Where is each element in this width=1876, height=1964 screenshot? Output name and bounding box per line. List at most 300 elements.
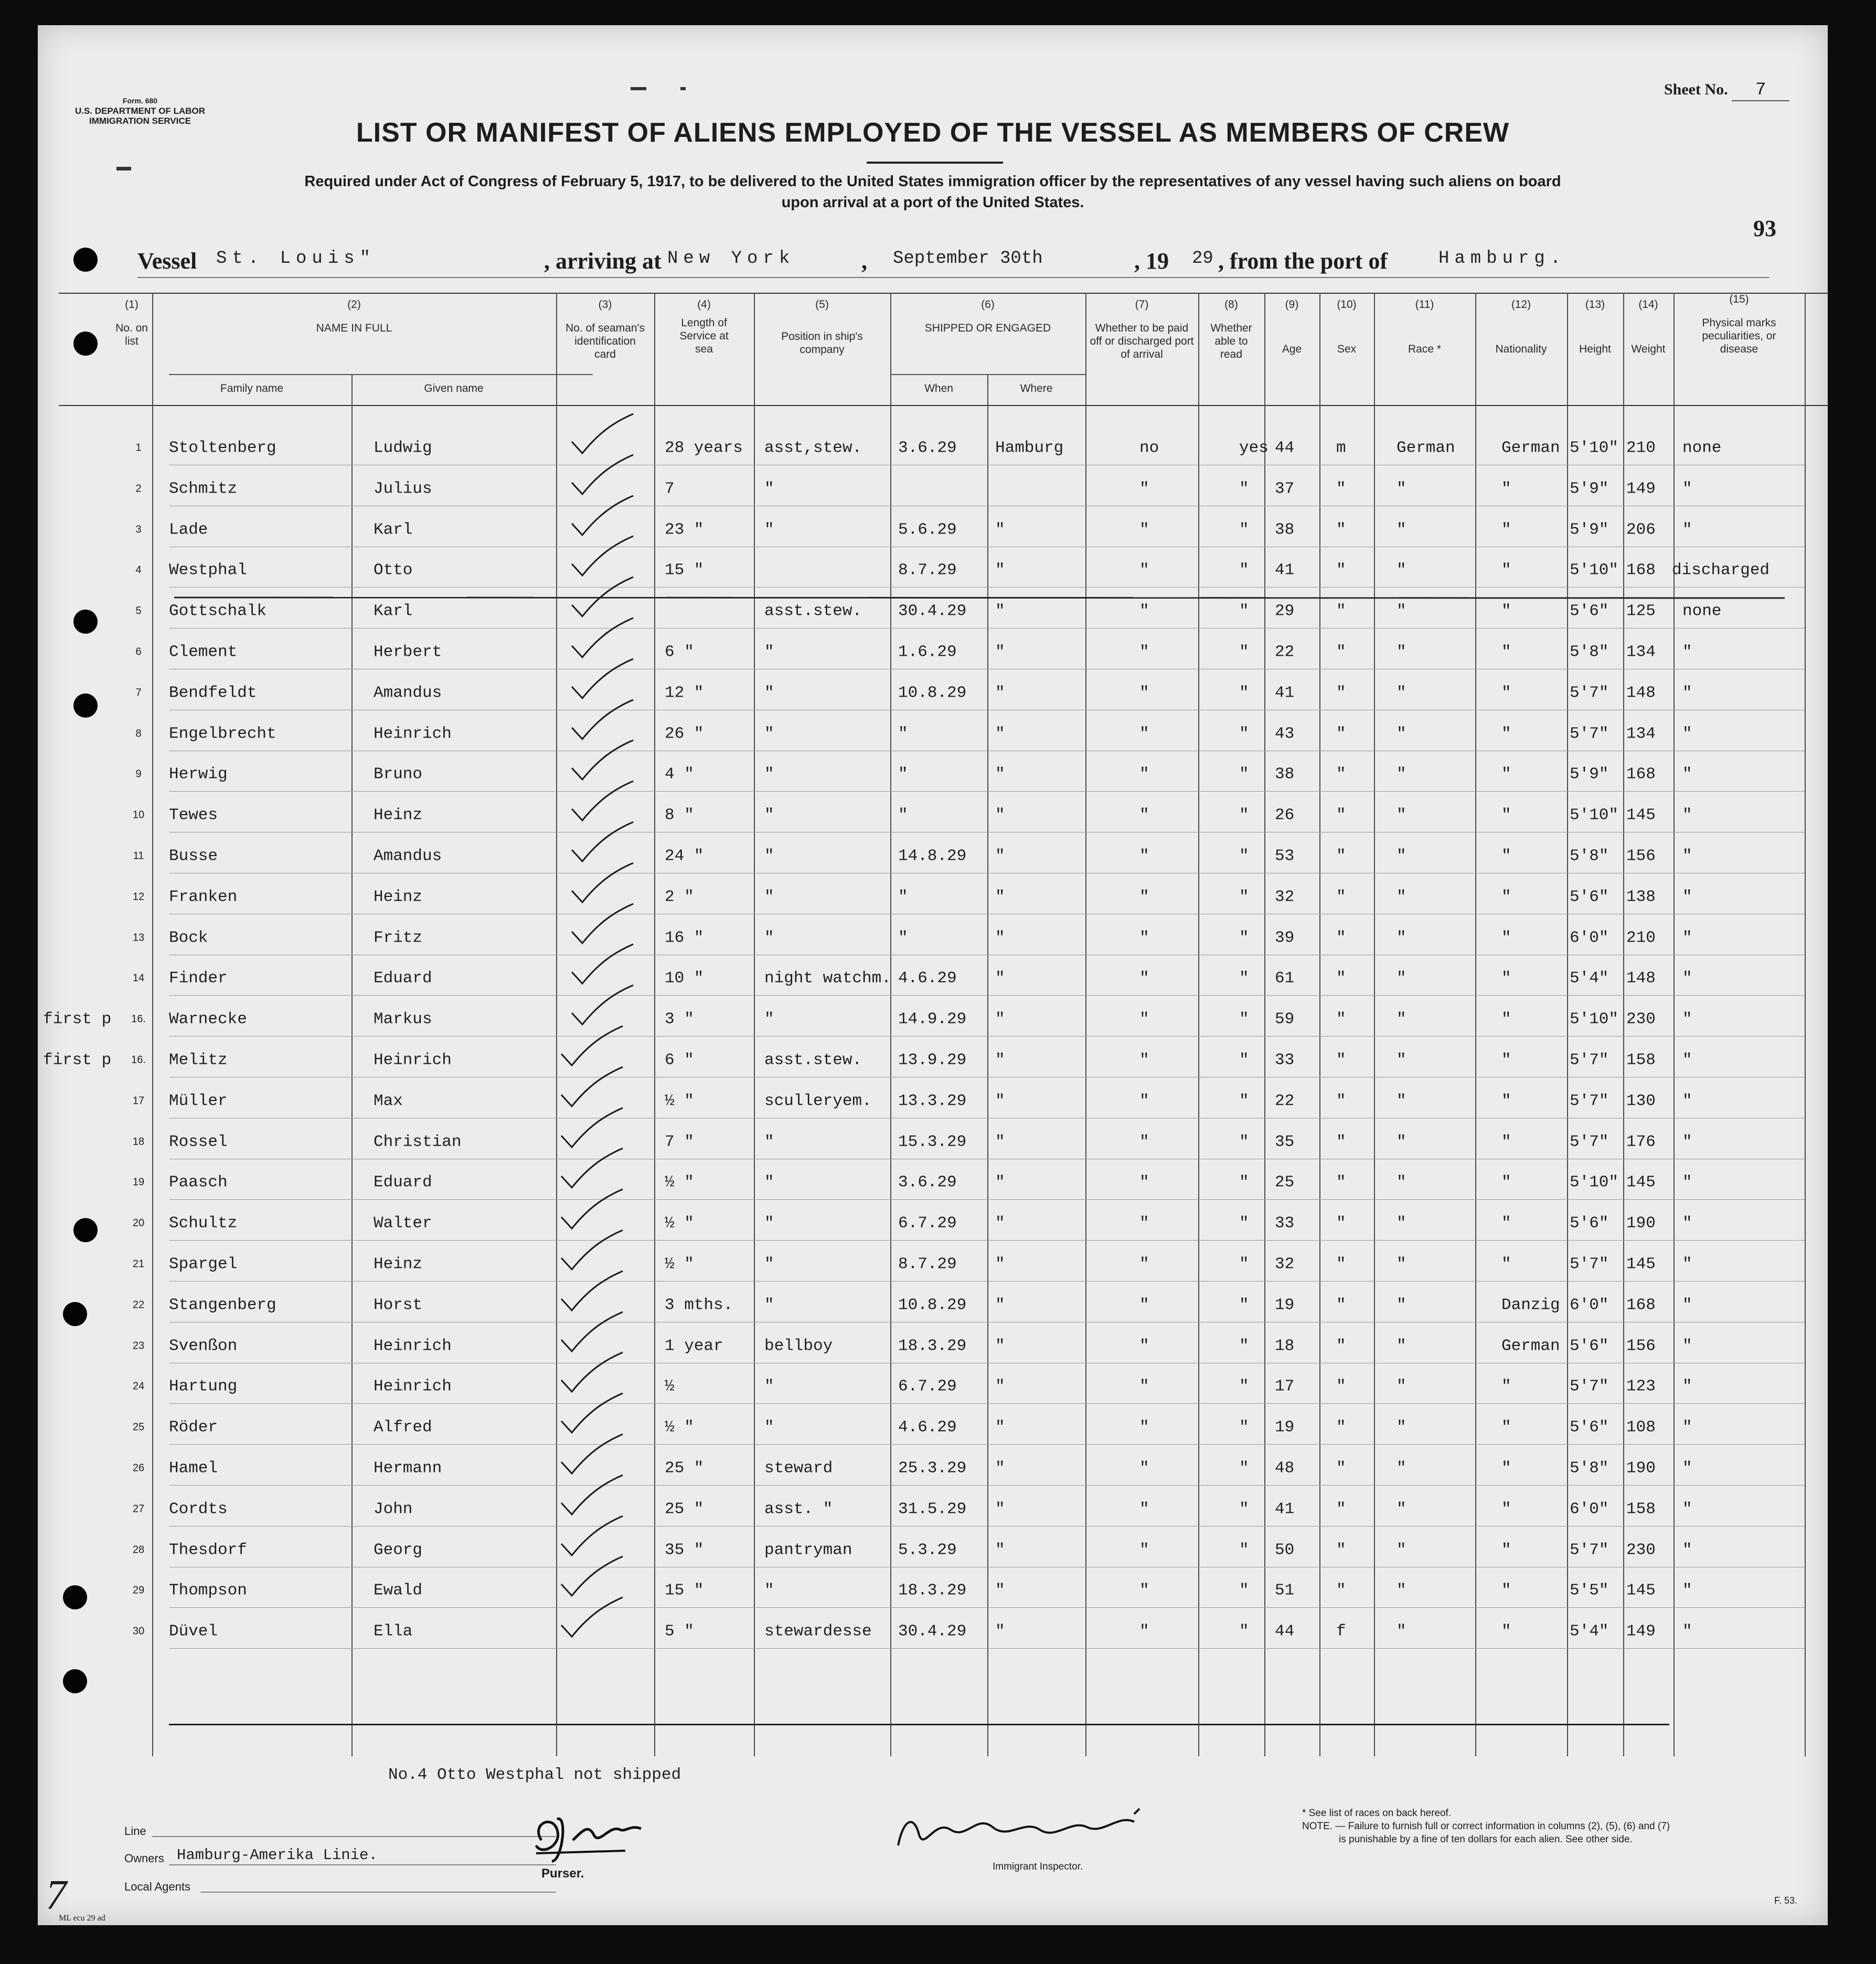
physical-marks: ": [1682, 1255, 1692, 1274]
height: 5'6": [1570, 1418, 1609, 1437]
subtitle-line-1: Required under Act of Congress of February 5, 1917, to be delivered to the United States immigration officer by the representatives of any vessel having such aliens on board: [304, 173, 1561, 190]
col-6a-header: When: [924, 382, 953, 394]
race: ": [1397, 724, 1406, 743]
shipped-where: ": [995, 1092, 1005, 1111]
year-suffix: 29: [1192, 249, 1213, 269]
paid-off: ": [1139, 928, 1149, 947]
given-name: Heinz: [374, 806, 423, 825]
race: ": [1397, 1337, 1406, 1355]
check-mark-icon: [557, 1064, 625, 1112]
position: ": [764, 888, 774, 906]
row-margin-note: first p: [43, 1051, 112, 1070]
weight: 145: [1626, 1173, 1656, 1192]
col-label: NAME IN FULL: [316, 322, 392, 334]
col-divider: [987, 374, 988, 1756]
race: ": [1397, 520, 1406, 539]
age: 22: [1275, 643, 1295, 661]
shipped-where: ": [995, 888, 1005, 906]
age: 25: [1275, 1173, 1295, 1192]
shipped-where: ": [995, 1255, 1005, 1274]
physical-marks: ": [1682, 1133, 1692, 1151]
paid-off: ": [1139, 1337, 1149, 1355]
weight: 149: [1626, 1622, 1656, 1641]
length-of-service: 28 years: [665, 439, 743, 457]
check-mark-icon: [568, 738, 636, 785]
able-to-read: ": [1239, 684, 1249, 702]
paid-off: ": [1139, 1255, 1149, 1274]
local-agents-label: Local Agents: [124, 1880, 190, 1893]
family-name: Finder: [169, 969, 228, 988]
shipped-where: ": [995, 724, 1005, 743]
nationality: ": [1501, 561, 1511, 580]
able-to-read: ": [1239, 1541, 1249, 1560]
able-to-read: yes: [1239, 439, 1269, 457]
nationality: ": [1501, 1255, 1511, 1274]
shipped-where: ": [995, 1541, 1005, 1560]
col-12-header: [1475, 298, 1567, 356]
physical-marks: ": [1682, 520, 1692, 539]
length-of-service: 2 ": [665, 888, 694, 906]
crew-table: [38, 25, 1828, 1925]
shipped-when: 13.3.29: [898, 1092, 967, 1111]
age: 41: [1275, 684, 1295, 702]
weight: 145: [1626, 1581, 1656, 1600]
family-name: Hamel: [169, 1459, 218, 1478]
check-mark-icon: [557, 1228, 625, 1275]
row-number: 1: [135, 442, 142, 454]
age: 38: [1275, 765, 1295, 784]
nationality: ": [1501, 1133, 1511, 1151]
age: 33: [1275, 1214, 1295, 1233]
col-label: Height: [1579, 343, 1611, 355]
col-label: Length of Service at sea: [679, 317, 729, 355]
paid-off: ": [1139, 1459, 1149, 1478]
col-divider: [152, 293, 153, 1756]
row-rule: [169, 791, 1805, 792]
given-name: Fritz: [374, 928, 423, 947]
weight: 134: [1626, 724, 1656, 743]
race: ": [1397, 765, 1406, 784]
row-number: 10: [132, 809, 145, 821]
col-2a-header: Family name: [220, 382, 284, 394]
shipped-where: ": [995, 765, 1005, 784]
race: ": [1397, 1581, 1406, 1600]
family-name: Schultz: [169, 1214, 238, 1233]
row-rule: [169, 1444, 1805, 1445]
given-name: Heinrich: [374, 1051, 452, 1070]
purser-label: Purser.: [541, 1866, 584, 1881]
family-name: Müller: [169, 1092, 228, 1111]
check-mark-icon: [557, 1350, 625, 1397]
given-name: Karl: [374, 602, 413, 621]
sex: ": [1336, 602, 1346, 621]
length-of-service: ½: [665, 1377, 675, 1396]
shipped-when: 25.3.29: [898, 1459, 967, 1478]
sex: ": [1336, 1010, 1346, 1029]
shipped-when: ": [898, 724, 908, 743]
given-name: Eduard: [374, 969, 432, 988]
family-name: Clement: [169, 643, 238, 661]
physical-marks: ": [1682, 643, 1692, 661]
shipped-where: ": [995, 969, 1005, 988]
length-of-service: ½ ": [665, 1092, 694, 1111]
shipped-where: ": [995, 1377, 1005, 1396]
col-label: Physical marks peculiarities, or disease: [1702, 317, 1776, 355]
age: 39: [1275, 928, 1295, 947]
shipped-where: ": [995, 1581, 1005, 1600]
shipped-where: ": [995, 1500, 1005, 1519]
position: pantryman: [764, 1541, 852, 1560]
position: ": [764, 1581, 774, 1600]
row-number: 17: [132, 1095, 145, 1107]
position: ": [764, 1010, 774, 1029]
race: ": [1397, 643, 1406, 661]
given-name: Ludwig: [374, 439, 432, 457]
position: asst. ": [764, 1500, 833, 1519]
paid-off: ": [1139, 1541, 1149, 1560]
given-name: Heinz: [374, 1255, 423, 1274]
family-name: Herwig: [169, 765, 228, 784]
sex: ": [1336, 724, 1346, 743]
race: ": [1397, 1541, 1406, 1560]
length-of-service: 1 year: [665, 1337, 723, 1355]
physical-marks: ": [1682, 1214, 1692, 1233]
given-name: Heinrich: [374, 1337, 452, 1355]
physical-marks: ": [1682, 1377, 1692, 1396]
paid-off: ": [1139, 765, 1149, 784]
sex: ": [1336, 928, 1346, 947]
length-of-service: 24 ": [665, 847, 704, 866]
position: ": [764, 1296, 774, 1315]
ink-mark: [116, 167, 131, 170]
age: 22: [1275, 1092, 1295, 1111]
col-divider: [754, 293, 755, 1756]
height: 5'8": [1570, 1459, 1609, 1478]
age: 51: [1275, 1581, 1295, 1600]
age: 32: [1275, 888, 1295, 906]
owners-underline: [169, 1864, 556, 1865]
sex: ": [1336, 969, 1346, 988]
age: 18: [1275, 1337, 1295, 1355]
paid-off: ": [1139, 888, 1149, 906]
manifest-sheet: [38, 25, 1828, 1925]
col-6b-header: Where: [1020, 382, 1053, 394]
race: ": [1397, 602, 1406, 621]
physical-marks: ": [1682, 928, 1692, 947]
shipped-when: 15.3.29: [898, 1133, 967, 1151]
col-num: (6): [981, 298, 995, 311]
given-name: Markus: [374, 1010, 432, 1029]
col-num: (7): [1135, 298, 1149, 311]
length-of-service: 5 ": [665, 1622, 694, 1641]
position: ": [764, 1377, 774, 1396]
col-divider: [1623, 293, 1624, 1756]
nationality: ": [1501, 1051, 1511, 1070]
shipped-when: 30.4.29: [898, 602, 967, 621]
physical-marks: ": [1682, 684, 1692, 702]
line-underline: [152, 1836, 556, 1837]
shipped-when: 10.8.29: [898, 684, 967, 702]
height: 5'7": [1570, 684, 1609, 702]
page-number: 93: [1753, 216, 1776, 241]
weight: 206: [1626, 520, 1656, 539]
punch-hole: [63, 1302, 87, 1326]
col-num: (10): [1337, 298, 1357, 311]
given-name: Horst: [374, 1296, 423, 1315]
col-label: Sex: [1337, 343, 1357, 355]
shipped-where: ": [995, 520, 1005, 539]
col-num: (9): [1285, 298, 1299, 311]
service: IMMIGRATION SERVICE: [89, 116, 191, 126]
col-num: (3): [598, 298, 612, 311]
weight: 156: [1626, 1337, 1656, 1355]
col-6-header: [890, 298, 1085, 335]
col-2b-header: Given name: [424, 382, 484, 394]
shipped-when: ": [898, 806, 908, 825]
shipped-when: 14.9.29: [898, 1010, 967, 1029]
paid-off: ": [1139, 479, 1149, 498]
length-of-service: 15 ": [665, 561, 704, 580]
race: ": [1397, 847, 1406, 866]
nationality: ": [1501, 1214, 1511, 1233]
height: 5'5": [1570, 1581, 1609, 1600]
length-of-service: ½ ": [665, 1418, 694, 1437]
check-mark-icon: [557, 1146, 625, 1193]
col-label: Race *: [1408, 343, 1442, 355]
given-name: Amandus: [374, 847, 442, 866]
header-bottom-rule: [59, 405, 1828, 406]
shipped-when: 4.6.29: [898, 969, 957, 988]
check-mark-icon: [557, 1432, 625, 1479]
given-name: Bruno: [374, 765, 423, 784]
weight: 190: [1626, 1214, 1656, 1233]
weight: 138: [1626, 888, 1656, 906]
able-to-read: ": [1239, 520, 1249, 539]
weight: 230: [1626, 1541, 1656, 1560]
shipped-when: ": [898, 888, 908, 906]
year-prefix: , 19: [1134, 248, 1169, 274]
inspector-label: Immigrant Inspector.: [993, 1861, 1083, 1872]
able-to-read: ": [1239, 1173, 1249, 1192]
sex: ": [1336, 561, 1346, 580]
age: 19: [1275, 1296, 1295, 1315]
col-2-header: [152, 298, 556, 335]
height: 5'8": [1570, 643, 1609, 661]
height: 5'9": [1570, 479, 1609, 498]
col-11-header: [1374, 298, 1475, 356]
shipped-where: ": [995, 1418, 1005, 1437]
given-name: Alfred: [374, 1418, 432, 1437]
height: 6'0": [1570, 928, 1609, 947]
race: ": [1397, 1377, 1406, 1396]
row-number: 25: [132, 1421, 145, 1433]
row-number: 20: [132, 1217, 145, 1229]
shipped-where: ": [995, 1051, 1005, 1070]
shipped-when: 6.7.29: [898, 1214, 957, 1233]
col-10-header: [1319, 298, 1374, 356]
age: 44: [1275, 1622, 1295, 1641]
col-num: (2): [347, 298, 361, 311]
col-label: SHIPPED OR ENGAGED: [924, 322, 1051, 334]
weight: 130: [1626, 1092, 1656, 1111]
col-num: (12): [1511, 298, 1531, 311]
physical-marks: ": [1682, 1092, 1692, 1111]
col-label: Whether able to read: [1210, 322, 1252, 360]
agents-underline: [200, 1892, 556, 1893]
family-name: Rossel: [169, 1133, 228, 1151]
height: 5'6": [1570, 1337, 1609, 1355]
row-number: 28: [132, 1544, 145, 1556]
paid-off: ": [1139, 969, 1149, 988]
position: sculleryem.: [764, 1092, 872, 1111]
weight: 125: [1626, 602, 1656, 621]
arrival-date: September 30th: [893, 249, 1043, 269]
weight: 145: [1626, 806, 1656, 825]
family-name: Schmitz: [169, 479, 238, 498]
nationality: ": [1501, 520, 1511, 539]
physical-marks: ": [1682, 1459, 1692, 1478]
able-to-read: ": [1239, 602, 1249, 621]
height: 5'7": [1570, 1377, 1609, 1396]
row-number: 5: [135, 605, 142, 617]
age: 41: [1275, 1500, 1295, 1519]
row-number: 6: [135, 646, 142, 658]
row-rule: [169, 1240, 1805, 1241]
race: ": [1397, 1051, 1406, 1070]
nationality: ": [1501, 888, 1511, 906]
family-name: Stoltenberg: [169, 439, 276, 457]
length-of-service: 10 ": [665, 969, 704, 988]
check-mark-icon: [557, 1268, 625, 1316]
shipped-where: ": [995, 1214, 1005, 1233]
owners-label: Owners: [124, 1852, 164, 1865]
position: ": [764, 684, 774, 702]
length-of-service: 16 ": [665, 928, 704, 947]
height: 5'7": [1570, 1092, 1609, 1111]
family-name: Tewes: [169, 806, 218, 825]
nationality: ": [1501, 1500, 1511, 1519]
ink-mark: [680, 87, 686, 90]
row-number: 7: [135, 687, 142, 699]
sex: ": [1336, 888, 1346, 906]
given-name: Ella: [374, 1622, 413, 1641]
family-name: Lade: [169, 520, 208, 539]
sex: ": [1336, 847, 1346, 866]
paid-off: ": [1139, 520, 1149, 539]
given-name: Heinrich: [374, 724, 452, 743]
sex: ": [1336, 684, 1346, 702]
able-to-read: ": [1239, 724, 1249, 743]
col-divider: [1805, 293, 1806, 1756]
shipped-when: 6.7.29: [898, 1377, 957, 1396]
row-number: 14: [132, 972, 145, 984]
given-name: Amandus: [374, 684, 442, 702]
physical-marks: ": [1682, 847, 1692, 866]
col-num: (1): [125, 298, 138, 311]
nationality: ": [1501, 602, 1511, 621]
family-name: Röder: [169, 1418, 218, 1437]
nationality: ": [1501, 928, 1511, 947]
physical-marks: ": [1682, 1581, 1692, 1600]
check-mark-icon: [568, 819, 636, 867]
family-name: Bendfeldt: [169, 684, 257, 702]
punch-hole: [73, 248, 98, 272]
family-name: Spargel: [169, 1255, 238, 1274]
shipped-when: 5.3.29: [898, 1541, 957, 1560]
able-to-read: ": [1239, 561, 1249, 580]
length-of-service: ½ ": [665, 1255, 694, 1274]
given-name: Walter: [374, 1214, 432, 1233]
able-to-read: ": [1239, 1581, 1249, 1600]
shipped-when: 8.7.29: [898, 561, 957, 580]
age: 50: [1275, 1541, 1295, 1560]
check-mark-icon: [557, 1513, 625, 1561]
subtitle-line-2: upon arrival at a port of the United States.: [781, 194, 1084, 211]
physical-marks: none: [1682, 602, 1722, 621]
weight: 210: [1626, 439, 1656, 457]
sex: ": [1336, 1500, 1346, 1519]
shipped-where: ": [995, 602, 1005, 621]
age: 33: [1275, 1051, 1295, 1070]
paid-off: ": [1139, 806, 1149, 825]
physical-marks: ": [1682, 888, 1692, 906]
col-num: (14): [1638, 298, 1658, 311]
family-name: Svenßon: [169, 1337, 238, 1355]
able-to-read: ": [1239, 765, 1249, 784]
given-name: Georg: [374, 1541, 423, 1560]
weight: 108: [1626, 1418, 1656, 1437]
age: 26: [1275, 806, 1295, 825]
col-num: (15): [1729, 293, 1749, 305]
col-label: Age: [1282, 343, 1302, 355]
check-mark-icon: [557, 1023, 625, 1071]
physical-marks: ": [1682, 1622, 1692, 1641]
height: 5'6": [1570, 1214, 1609, 1233]
weight: 158: [1626, 1500, 1656, 1519]
shipped-where: ": [995, 643, 1005, 661]
family-name: Cordts: [169, 1500, 228, 1519]
shipped-where: ": [995, 561, 1005, 580]
shipped-where: ": [995, 1173, 1005, 1192]
weight: 149: [1626, 479, 1656, 498]
family-name: Warnecke: [169, 1010, 247, 1029]
family-name: Thompson: [169, 1581, 247, 1600]
length-of-service: 3 ": [665, 1010, 694, 1029]
strikeout-row-4: [174, 596, 1785, 599]
row-number: 9: [135, 768, 142, 780]
table-end-rule: [169, 1724, 1669, 1725]
col-num: (13): [1585, 298, 1605, 311]
check-mark-icon: [568, 942, 636, 989]
sex: ": [1336, 1337, 1346, 1355]
position: ": [764, 928, 774, 947]
position: ": [764, 1133, 774, 1151]
sex: ": [1336, 1255, 1346, 1274]
paid-off: ": [1139, 1133, 1149, 1151]
check-mark-icon: [568, 533, 636, 581]
position: ": [764, 520, 774, 539]
corner-stamp: ML ecu 29 ad: [59, 1914, 105, 1923]
age: 32: [1275, 1255, 1295, 1274]
able-to-read: ": [1239, 928, 1249, 947]
position: night watchm.: [764, 969, 891, 988]
row-number: 29: [132, 1584, 145, 1596]
col-9-header: [1264, 298, 1319, 356]
given-name: Karl: [374, 520, 413, 539]
race: ": [1397, 1173, 1406, 1192]
physical-marks: ": [1682, 1296, 1692, 1315]
shipped-where: ": [995, 847, 1005, 866]
